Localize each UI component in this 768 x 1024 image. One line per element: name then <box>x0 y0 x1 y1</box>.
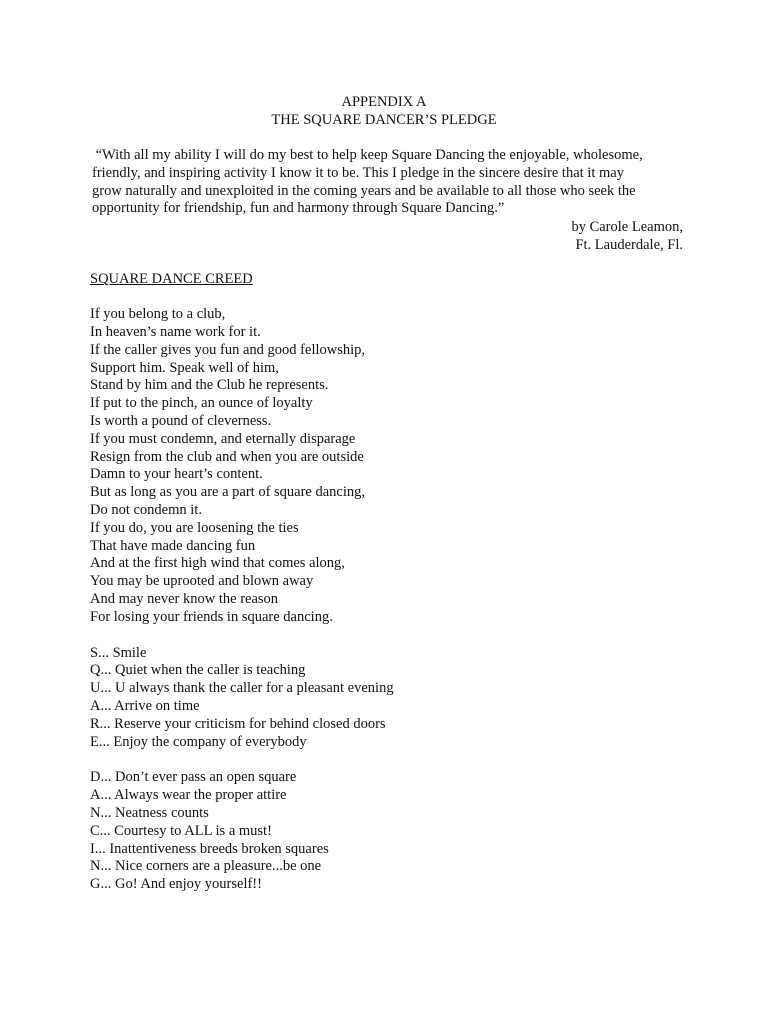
creed-line: But as long as you are a part of square dancing, <box>90 484 366 501</box>
creed-line: If you do, you are loosening the ties <box>90 519 299 536</box>
acrostic-line: E... Enjoy the company of everybody <box>90 733 307 750</box>
creed-line: And may never know the reason <box>90 590 279 607</box>
acrostic-line: U... U always thank the caller for a pleasant evening <box>90 680 394 697</box>
pledge-line: “With all my ability I will do my best to help keep Square Dancing the enjoyable, wholesome, <box>92 147 643 163</box>
appendix-label: APPENDIX A <box>341 94 427 110</box>
creed-line: Stand by him and the Club he represents. <box>90 377 329 394</box>
creed-line: Damn to your heart’s content. <box>90 466 263 483</box>
creed-line: If the caller gives you fun and good fellowship, <box>90 341 366 358</box>
acrostic-line: I... Inattentiveness breeds broken squares <box>90 840 329 857</box>
creed-poem <box>90 306 680 626</box>
acrostic-line: C... Courtesy to ALL is a must! <box>90 822 272 839</box>
pledge-line: opportunity for friendship, fun and harmony through Square Dancing.” <box>92 200 505 217</box>
creed-line: And at the first high wind that comes along, <box>90 555 345 572</box>
creed-heading: SQUARE DANCE CREED <box>90 271 253 288</box>
acrostic-line: Q... Quiet when the caller is teaching <box>90 662 306 679</box>
acrostic-line: S... Smile <box>90 644 147 661</box>
creed-line: For losing your friends in square dancing. <box>90 608 333 625</box>
pledge-title: THE SQUARE DANCER’S PLEDGE <box>271 112 497 128</box>
creed-line: Support him. Speak well of him, <box>90 359 279 376</box>
dancing-acrostic <box>90 769 680 894</box>
creed-line: Resign from the club and when you are outside <box>90 448 364 465</box>
acrostic-line: A... Always wear the proper attire <box>90 787 287 804</box>
creed-line: Is worth a pound of cleverness. <box>90 412 272 429</box>
creed-line: If put to the pinch, an ounce of loyalty <box>90 395 313 412</box>
acrostic-line: R... Reserve your criticism for behind closed doors <box>90 715 386 732</box>
creed-line: In heaven’s name work for it. <box>90 323 261 340</box>
pledge-line: friendly, and inspiring activity I know it to be. This I pledge in the sincere desire that it may <box>92 164 624 181</box>
pledge-attribution <box>90 218 683 254</box>
acrostic-line: N... Neatness counts <box>90 804 209 821</box>
creed-line: That have made dancing fun <box>90 537 256 554</box>
pledge-location: Ft. Lauderdale, Fl. <box>575 237 683 254</box>
creed-line: If you must condemn, and eternally disparage <box>90 430 356 447</box>
pledge-line: grow naturally and unexploited in the coming years and be available to all those who seek the <box>92 182 636 199</box>
document-page <box>90 93 683 894</box>
creed-line: You may be uprooted and blown away <box>90 573 314 590</box>
pledge-author: by Carole Leamon, <box>571 219 683 236</box>
acrostic-line: A... Arrive on time <box>90 697 200 714</box>
pledge-paragraph <box>90 147 680 218</box>
square-acrostic <box>90 645 680 752</box>
acrostic-line: D... Don’t ever pass an open square <box>90 769 297 786</box>
creed-line: If you belong to a club, <box>90 306 226 323</box>
acrostic-line: G... Go! And enjoy yourself!! <box>90 876 262 893</box>
page-title <box>90 93 678 129</box>
acrostic-line: N... Nice corners are a pleasure...be one <box>90 858 322 875</box>
creed-line: Do not condemn it. <box>90 501 202 518</box>
